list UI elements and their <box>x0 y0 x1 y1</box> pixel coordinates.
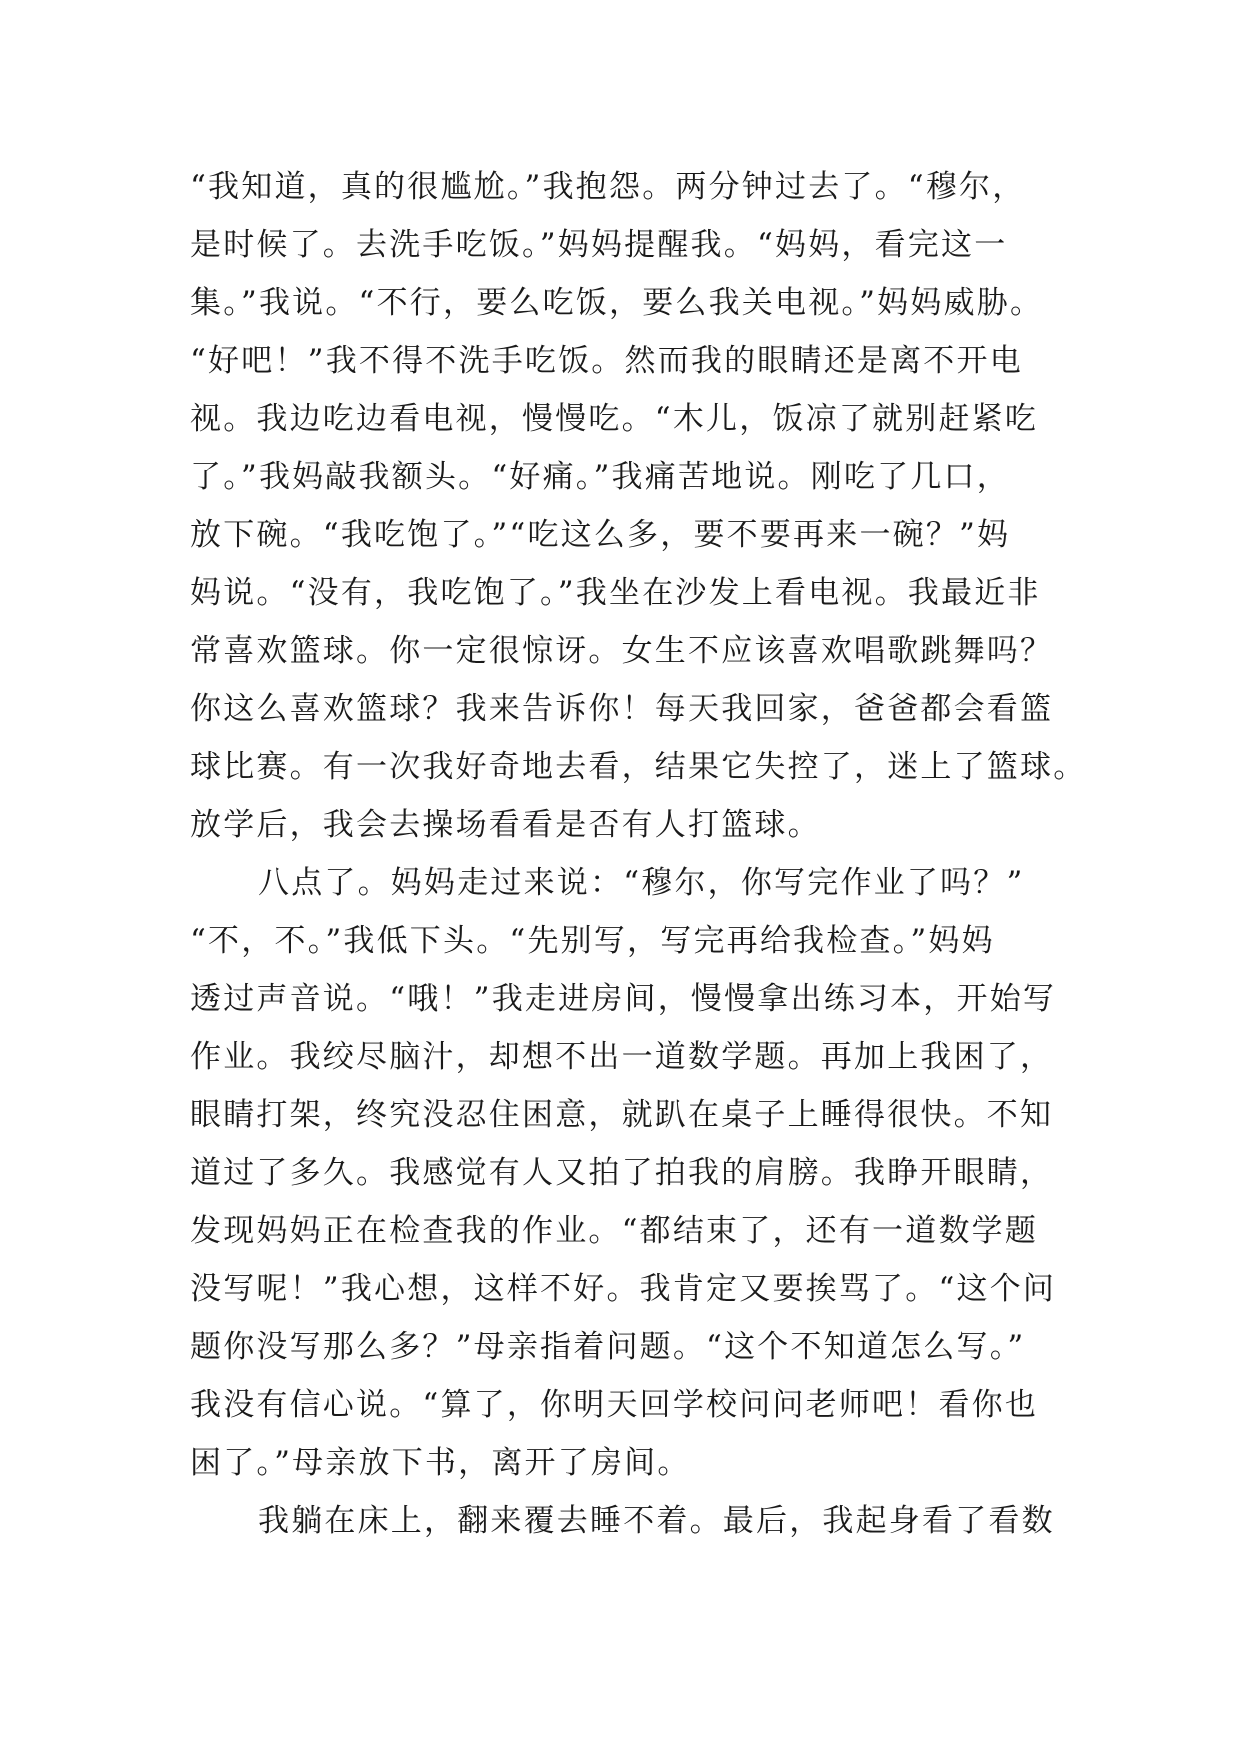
text-line: 题你没写那么多？”母亲指着问题。“这个不知道怎么写。” <box>190 1329 1026 1365</box>
text-line: 常喜欢篮球。你一定很惊讶。女生不应该喜欢唱歌跳舞吗？ <box>190 633 1054 669</box>
text-line: 作业。我绞尽脑汁，却想不出一道数学题。再加上我困了， <box>190 1039 1054 1075</box>
text-line: 没写呢！”我心想，这样不好。我肯定又要挨骂了。“这个问 <box>190 1271 1057 1307</box>
text-line: 道过了多久。我感觉有人又拍了拍我的肩膀。我睁开眼睛， <box>190 1155 1054 1191</box>
text-line: 放下碗。“我吃饱了。”“吃这么多，要不要再来一碗？”妈 <box>190 517 1011 553</box>
text-line: 视。我边吃边看电视，慢慢吃。“木儿，饭凉了就别赶紧吃 <box>190 401 1039 437</box>
text-line: 透过声音说。“哦！”我走进房间，慢慢拿出练习本，开始写 <box>190 981 1057 1017</box>
text-line: 了。”我妈敲我额头。“好痛。”我痛苦地说。刚吃了几口， <box>190 459 1010 495</box>
text-line: 集。”我说。“不行，要么吃饭，要么我关电视。”妈妈威胁。 <box>190 285 1044 321</box>
text-line: 妈说。“没有，我吃饱了。”我坐在沙发上看电视。我最近非 <box>190 575 1041 611</box>
text-line: 你这么喜欢篮球？我来告诉你！每天我回家，爸爸都会看篮 <box>190 691 1054 727</box>
text-line: 困了。”母亲放下书，离开了房间。 <box>190 1445 691 1481</box>
text-line: “好吧！”我不得不洗手吃饭。然而我的眼睛还是离不开电 <box>190 343 1023 379</box>
text-line: 我没有信心说。“算了，你明天回学校问问老师吧！看你也 <box>190 1387 1039 1423</box>
body-text <box>190 158 1090 1550</box>
text-line: “我知道，真的很尴尬。”我抱怨。两分钟过去了。“穆尔， <box>190 169 1026 205</box>
text-line: 发现妈妈正在检查我的作业。“都结束了，还有一道数学题 <box>190 1213 1039 1249</box>
text-line: 八点了。妈妈走过来说：“穆尔，你写完作业了吗？” <box>258 865 1025 901</box>
text-line: 是时候了。去洗手吃饭。”妈妈提醒我。“妈妈，看完这一 <box>190 227 1008 263</box>
text-line: 眼睛打架，终究没忍住困意，就趴在桌子上睡得很快。不知 <box>190 1097 1054 1133</box>
text-line: 我躺在床上，翻来覆去睡不着。最后，我起身看了看数 <box>258 1503 1055 1539</box>
text-line: 放学后，我会去操场看看是否有人打篮球。 <box>190 807 821 843</box>
text-line: “不，不。”我低下头。“先别写，写完再给我检查。”妈妈 <box>190 923 995 959</box>
text-line: 球比赛。有一次我好奇地去看，结果它失控了，迷上了篮球。 <box>190 749 1087 785</box>
